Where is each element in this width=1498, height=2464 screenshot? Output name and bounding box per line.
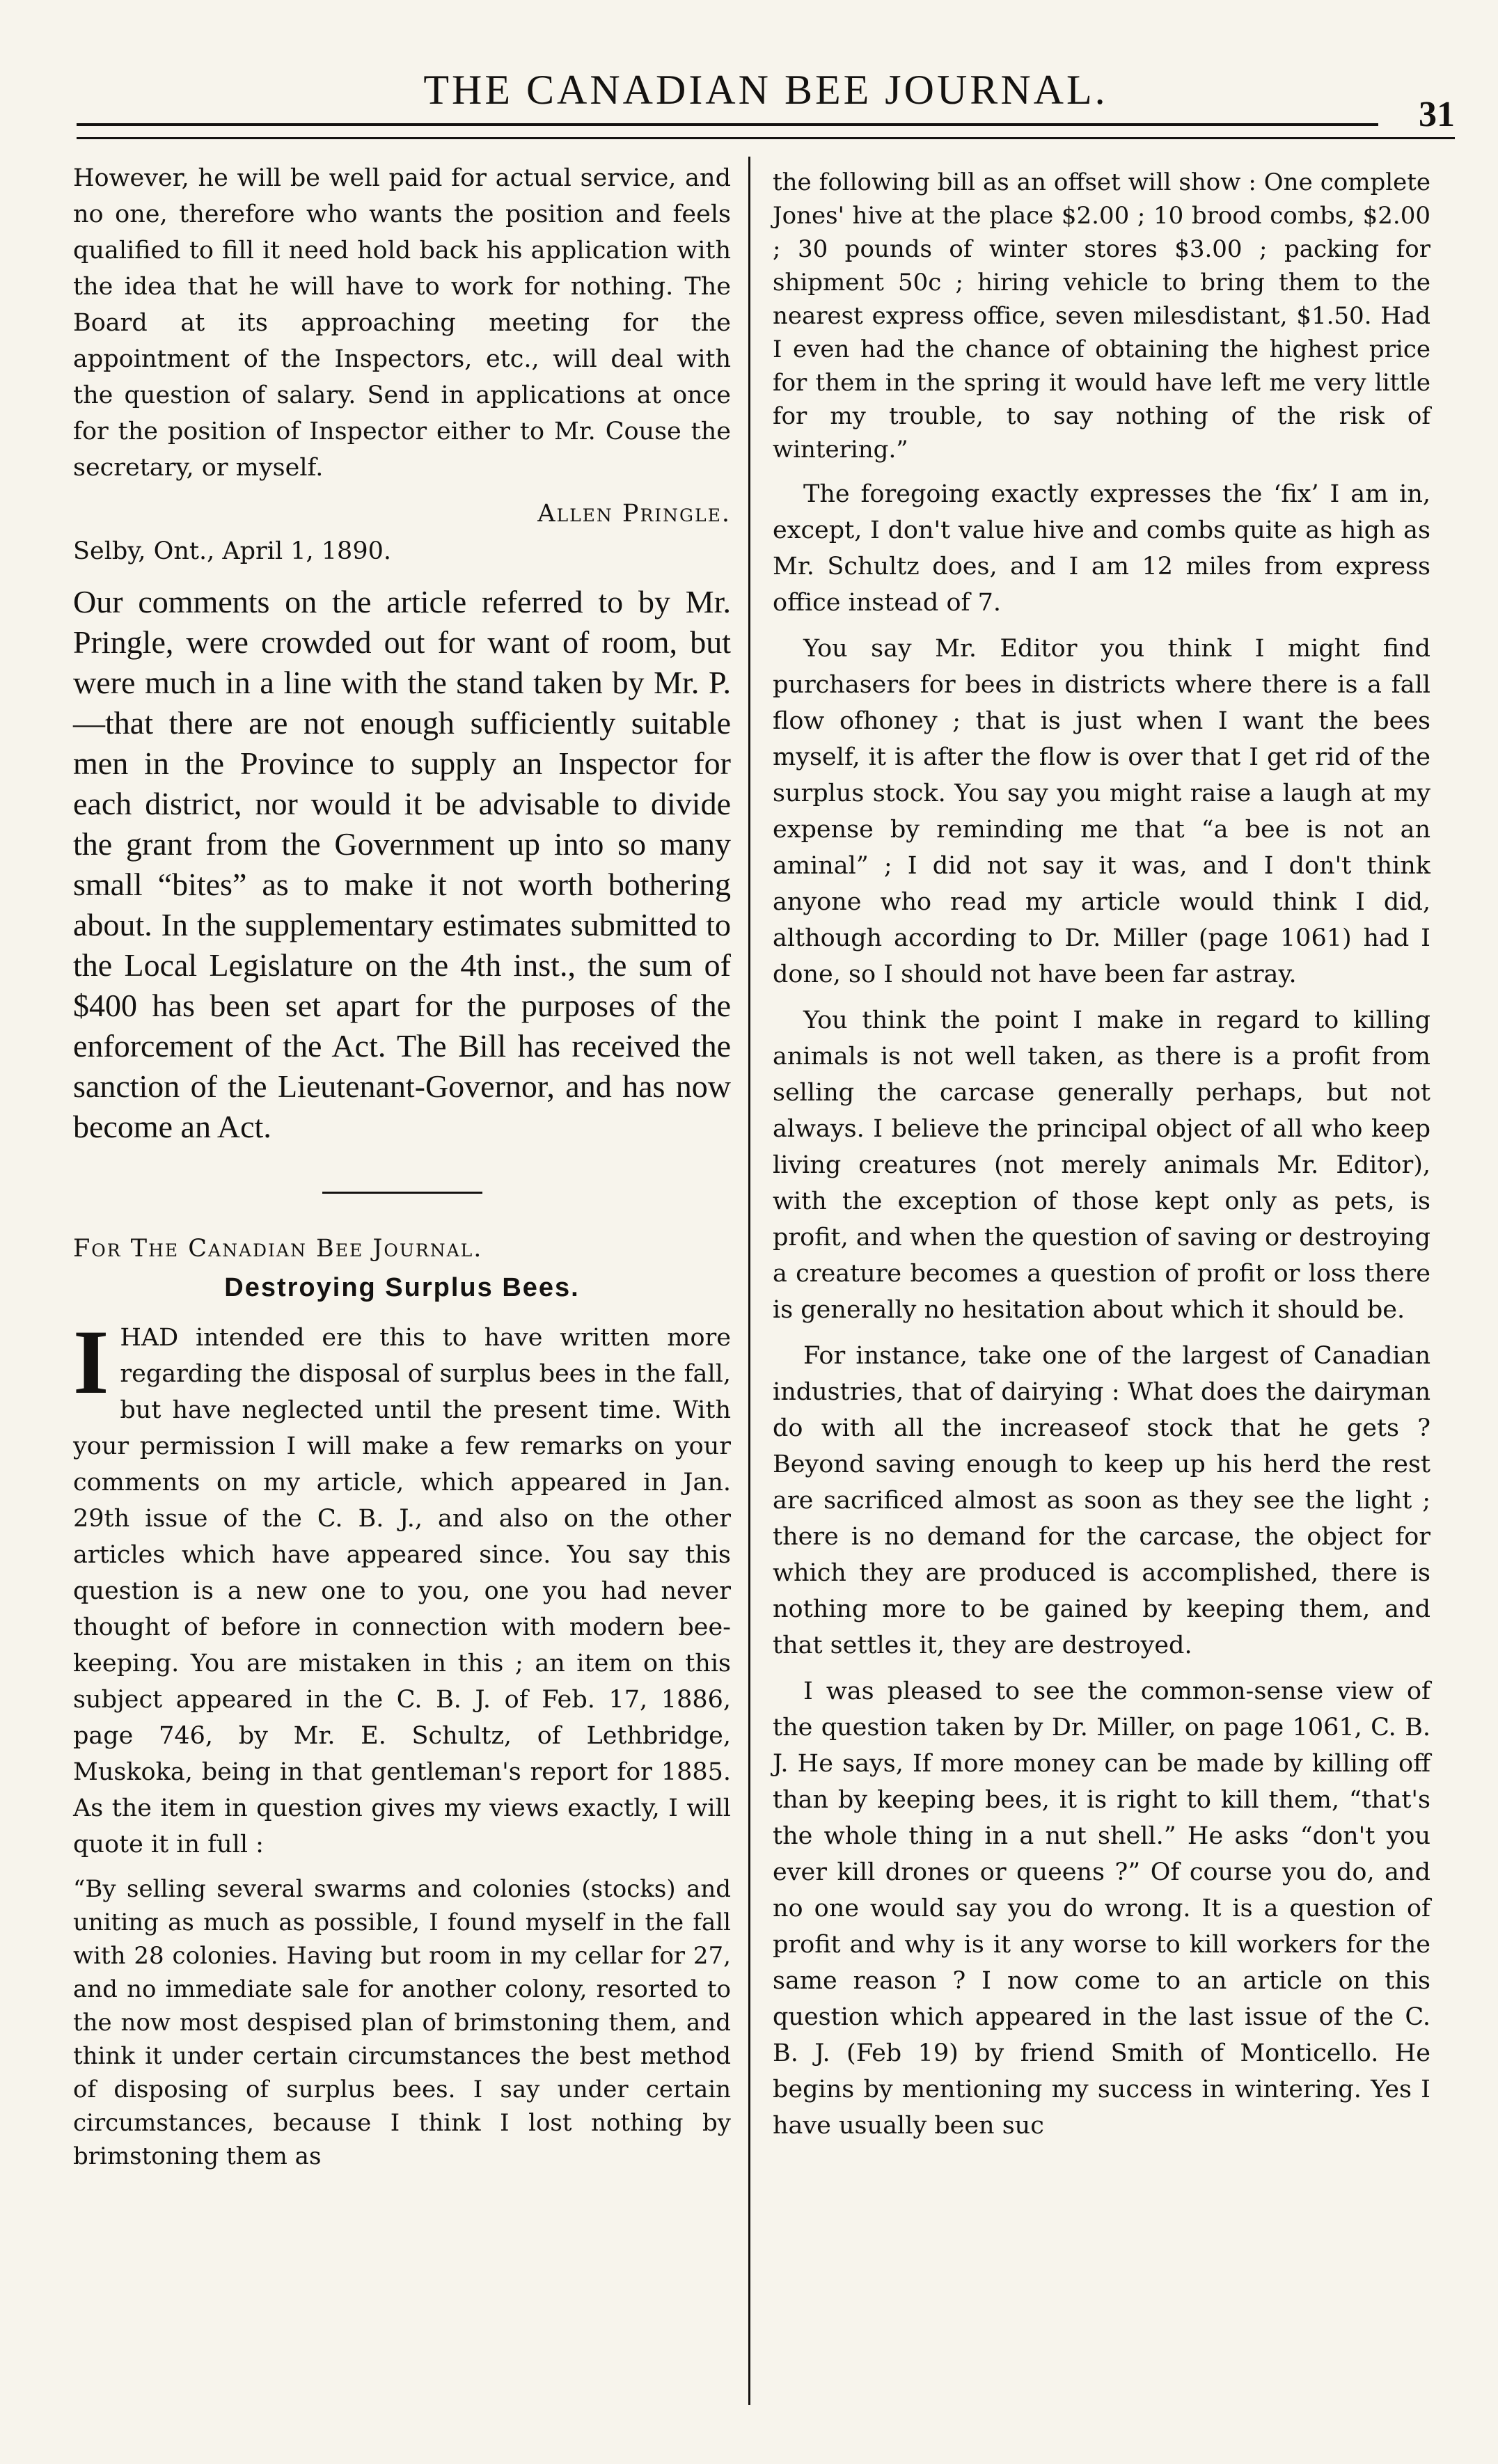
- quote-end: the following bill as an offset will show : One complete Jones' hive at the place $2.00 ; 10 brood combs, $2.00 ; 30 pounds of winter stores $3.00 ; packing for shipment 50c ; hiring vehicle to bring them to the nearest express office, seven milesdistant, $1.50. Had I even had the chance of obtaining the highest price for them in the spring it would have left me very little for my trouble, to say nothing of the risk of wintering.”: [773, 168, 1430, 464]
- left-column: [73, 160, 731, 2183]
- page-header: [77, 66, 1455, 143]
- ornament-rule: [322, 1192, 482, 1194]
- article-first-paragraph-text: HAD intended ere this to have written more regarding the disposal of surplus bees in the fall, but have neglected until the present time. With your permission I will make a few remarks on your comments on my article, which appeared in Jan. 29th issue of the C. B. J., and also on the other articles which have appeared since. You say this question is a new one to you, one you had never thought of before in connection with modern bee-keeping. You are mistaken in this ; an item on this subject appeared in the C. B. J. of Feb. 17, 1886, page 746, by Mr. E. Schultz, of Lethbridge, Muskoka, being in that gentleman's report for 1885. As the item in question gives my views exactly, I will quote it in full :: [73, 1324, 731, 1858]
- page-number: 31: [1419, 95, 1455, 134]
- article-paragraph: For instance, take one of the largest of Canadian industries, that of dairying : What does the dairyman do with all the increaseof stock that he gets ? Beyond saving enough to keep up his herd the rest are sacrificed almost as soon as they see the light ; there is no demand for the carcase, the object for which they are produced is accomplished, there is nothing more to be gained by keeping them, and that settles it, they are destroyed.: [773, 1342, 1430, 1659]
- letter-signature: Allen Pringle.: [537, 500, 731, 528]
- article-paragraph: You think the point I make in regard to killing animals is not well taken, as there is a profit from selling the carcase generally perhaps, but not always. I believe the principal object of all who keep living creatures (not merely animals Mr. Editor), with the exception of those kept only as pets, is profit, and when the question of saving or destroying a creature becomes a question of profit or loss there is generally no hesitation about which it should be.: [773, 1006, 1430, 1324]
- letter-place-date: Selby, Ont., April 1, 1890.: [73, 537, 391, 565]
- column-divider: [748, 157, 750, 2405]
- quote-start: “By selling several swarms and colonies (stocks) and uniting as much as possible, I found myself in the fall with 28 colonies. Having but room in my cellar for 27, and no immediate sale for another colony, resorted to the now most despised plan of brimstoning them, and think it under certain circumstances the best method of disposing of surplus bees. I say under certain circumstances, because I think I lost nothing by brimstoning them as: [73, 1875, 731, 2170]
- article-paragraph: You say Mr. Editor you think I might find purchasers for bees in districts where there is a fall flow ofhoney ; that is just when I want the bees myself, it is after the flow is over that I get rid of the surplus stock. You say you might raise a laugh at my expense by reminding me that “a bee is not an aminal” ; I did not say it was, and I don't think anyone who read my article would think I did, although according to Dr. Miller (page 1061) had I done, so I should not have been far astray.: [773, 635, 1430, 988]
- header-rule-lower: [77, 137, 1455, 139]
- editorial-note: Our comments on the article referred to by Mr. Pringle, were crowded out for want of room, but were much in a line with the stand taken by Mr. P.—that there are not enough sufficiently suitable men in the Province to supply an Inspector for each district, nor would it be advisable to divide the grant from the Government up into so many small “bites” as to make it not worth bothering about. In the supplementary estimates submitted to the Local Legislature on the 4th inst., the sum of $400 has been set apart for the purposes of the enforcement of the Act. The Bill has received the sanction of the Lieutenant-Governor, and has now become an Act.: [73, 584, 731, 1144]
- right-column: [773, 160, 1430, 2154]
- article-title: Destroying Surplus Bees.: [224, 1273, 580, 1302]
- article-paragraph: The foregoing exactly expresses the ‘fix’ I am in, except, I don't value hive and combs quite as high as Mr. Schultz does, and I am 12 miles from express office instead of 7.: [773, 480, 1430, 617]
- article-first-paragraph: [73, 1311, 731, 1863]
- section-ornament: [73, 1174, 731, 1210]
- letter-continuation: However, he will be well paid for actual service, and no one, therefore who wants the position and feels qualified to fill it need hold back his application with the idea that he will have to work for nothing. The Board at its approaching meeting for the appointment of the Inspectors, etc., will deal with the question of salary. Send in applications at once for the position of Inspector either to Mr. Couse the secretary, or myself.: [73, 164, 731, 482]
- drop-cap: I: [73, 1311, 109, 1413]
- article-paragraph: I was pleased to see the common-sense view of the question taken by Dr. Miller, on page 1061, C. B. J. He says, If more money can be made by killing off than by keeping bees, it is right to kill them, “that's the whole thing in a nut shell.” He asks “don't you ever kill drones or queens ?” Of course you do, and no one would say you do wrong. It is a question of profit and why is it any worse to kill workers for the same reason ? I now come to an article on this question which appeared in the last issue of the C. B. J. (Feb 19) by friend Smith of Monticello. He begins by mentioning my success in wintering. Yes I have usually been suc: [773, 1677, 1430, 2140]
- running-title: THE CANADIAN BEE JOURNAL.: [423, 67, 1108, 113]
- article-byline: For The Canadian Bee Journal.: [73, 1235, 483, 1263]
- header-rule: [77, 123, 1378, 126]
